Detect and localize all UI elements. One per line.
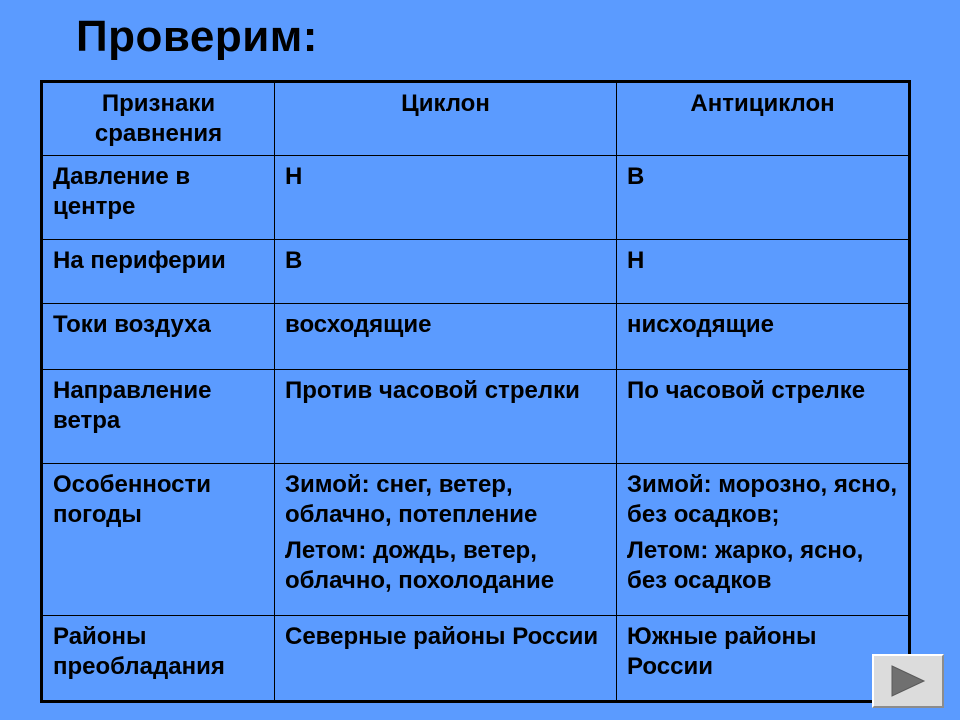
cyclone-cell: Против часовой стрелки	[275, 370, 617, 464]
cyclone-winter: Зимой: снег, ветер, облачно, потепление	[285, 471, 538, 528]
row-label: Направление ветра	[42, 370, 275, 464]
header-anticyclone: Антициклон	[617, 82, 910, 156]
anticyclone-cell: По часовой стрелке	[617, 370, 910, 464]
row-label: Токи воздуха	[42, 304, 275, 370]
anticyclone-summer: Летом: жарко, ясно, без осадков	[627, 537, 864, 594]
table-row	[42, 464, 910, 616]
table-row	[42, 370, 910, 464]
row-label: На периферии	[42, 240, 275, 304]
play-triangle-icon	[890, 664, 926, 698]
anticyclone-cell: Южные районы России	[617, 616, 910, 702]
table-header-row	[42, 82, 910, 156]
comparison-table	[40, 80, 911, 703]
table-row	[42, 156, 910, 240]
cyclone-cell: Н	[275, 156, 617, 240]
table-row	[42, 616, 910, 702]
row-label: Районы преобладания	[42, 616, 275, 702]
cyclone-cell	[275, 464, 617, 616]
cyclone-summer: Летом: дождь, ветер, облачно, похолодание	[285, 537, 555, 594]
anticyclone-cell	[617, 464, 910, 616]
anticyclone-cell: В	[617, 156, 910, 240]
row-label: Особенности погоды	[42, 464, 275, 616]
row-label: Давление в центре	[42, 156, 275, 240]
table-row	[42, 304, 910, 370]
anticyclone-cell: нисходящие	[617, 304, 910, 370]
next-slide-button[interactable]	[872, 654, 944, 708]
page-title: Проверим:	[76, 12, 318, 61]
anticyclone-cell: Н	[617, 240, 910, 304]
anticyclone-winter: Зимой: морозно, ясно, без осадков;	[627, 471, 897, 528]
header-cyclone: Циклон	[275, 82, 617, 156]
cyclone-cell: восходящие	[275, 304, 617, 370]
cyclone-cell: В	[275, 240, 617, 304]
header-criteria: Признаки сравнения	[42, 82, 275, 156]
cyclone-cell: Северные районы России	[275, 616, 617, 702]
table-row	[42, 240, 910, 304]
